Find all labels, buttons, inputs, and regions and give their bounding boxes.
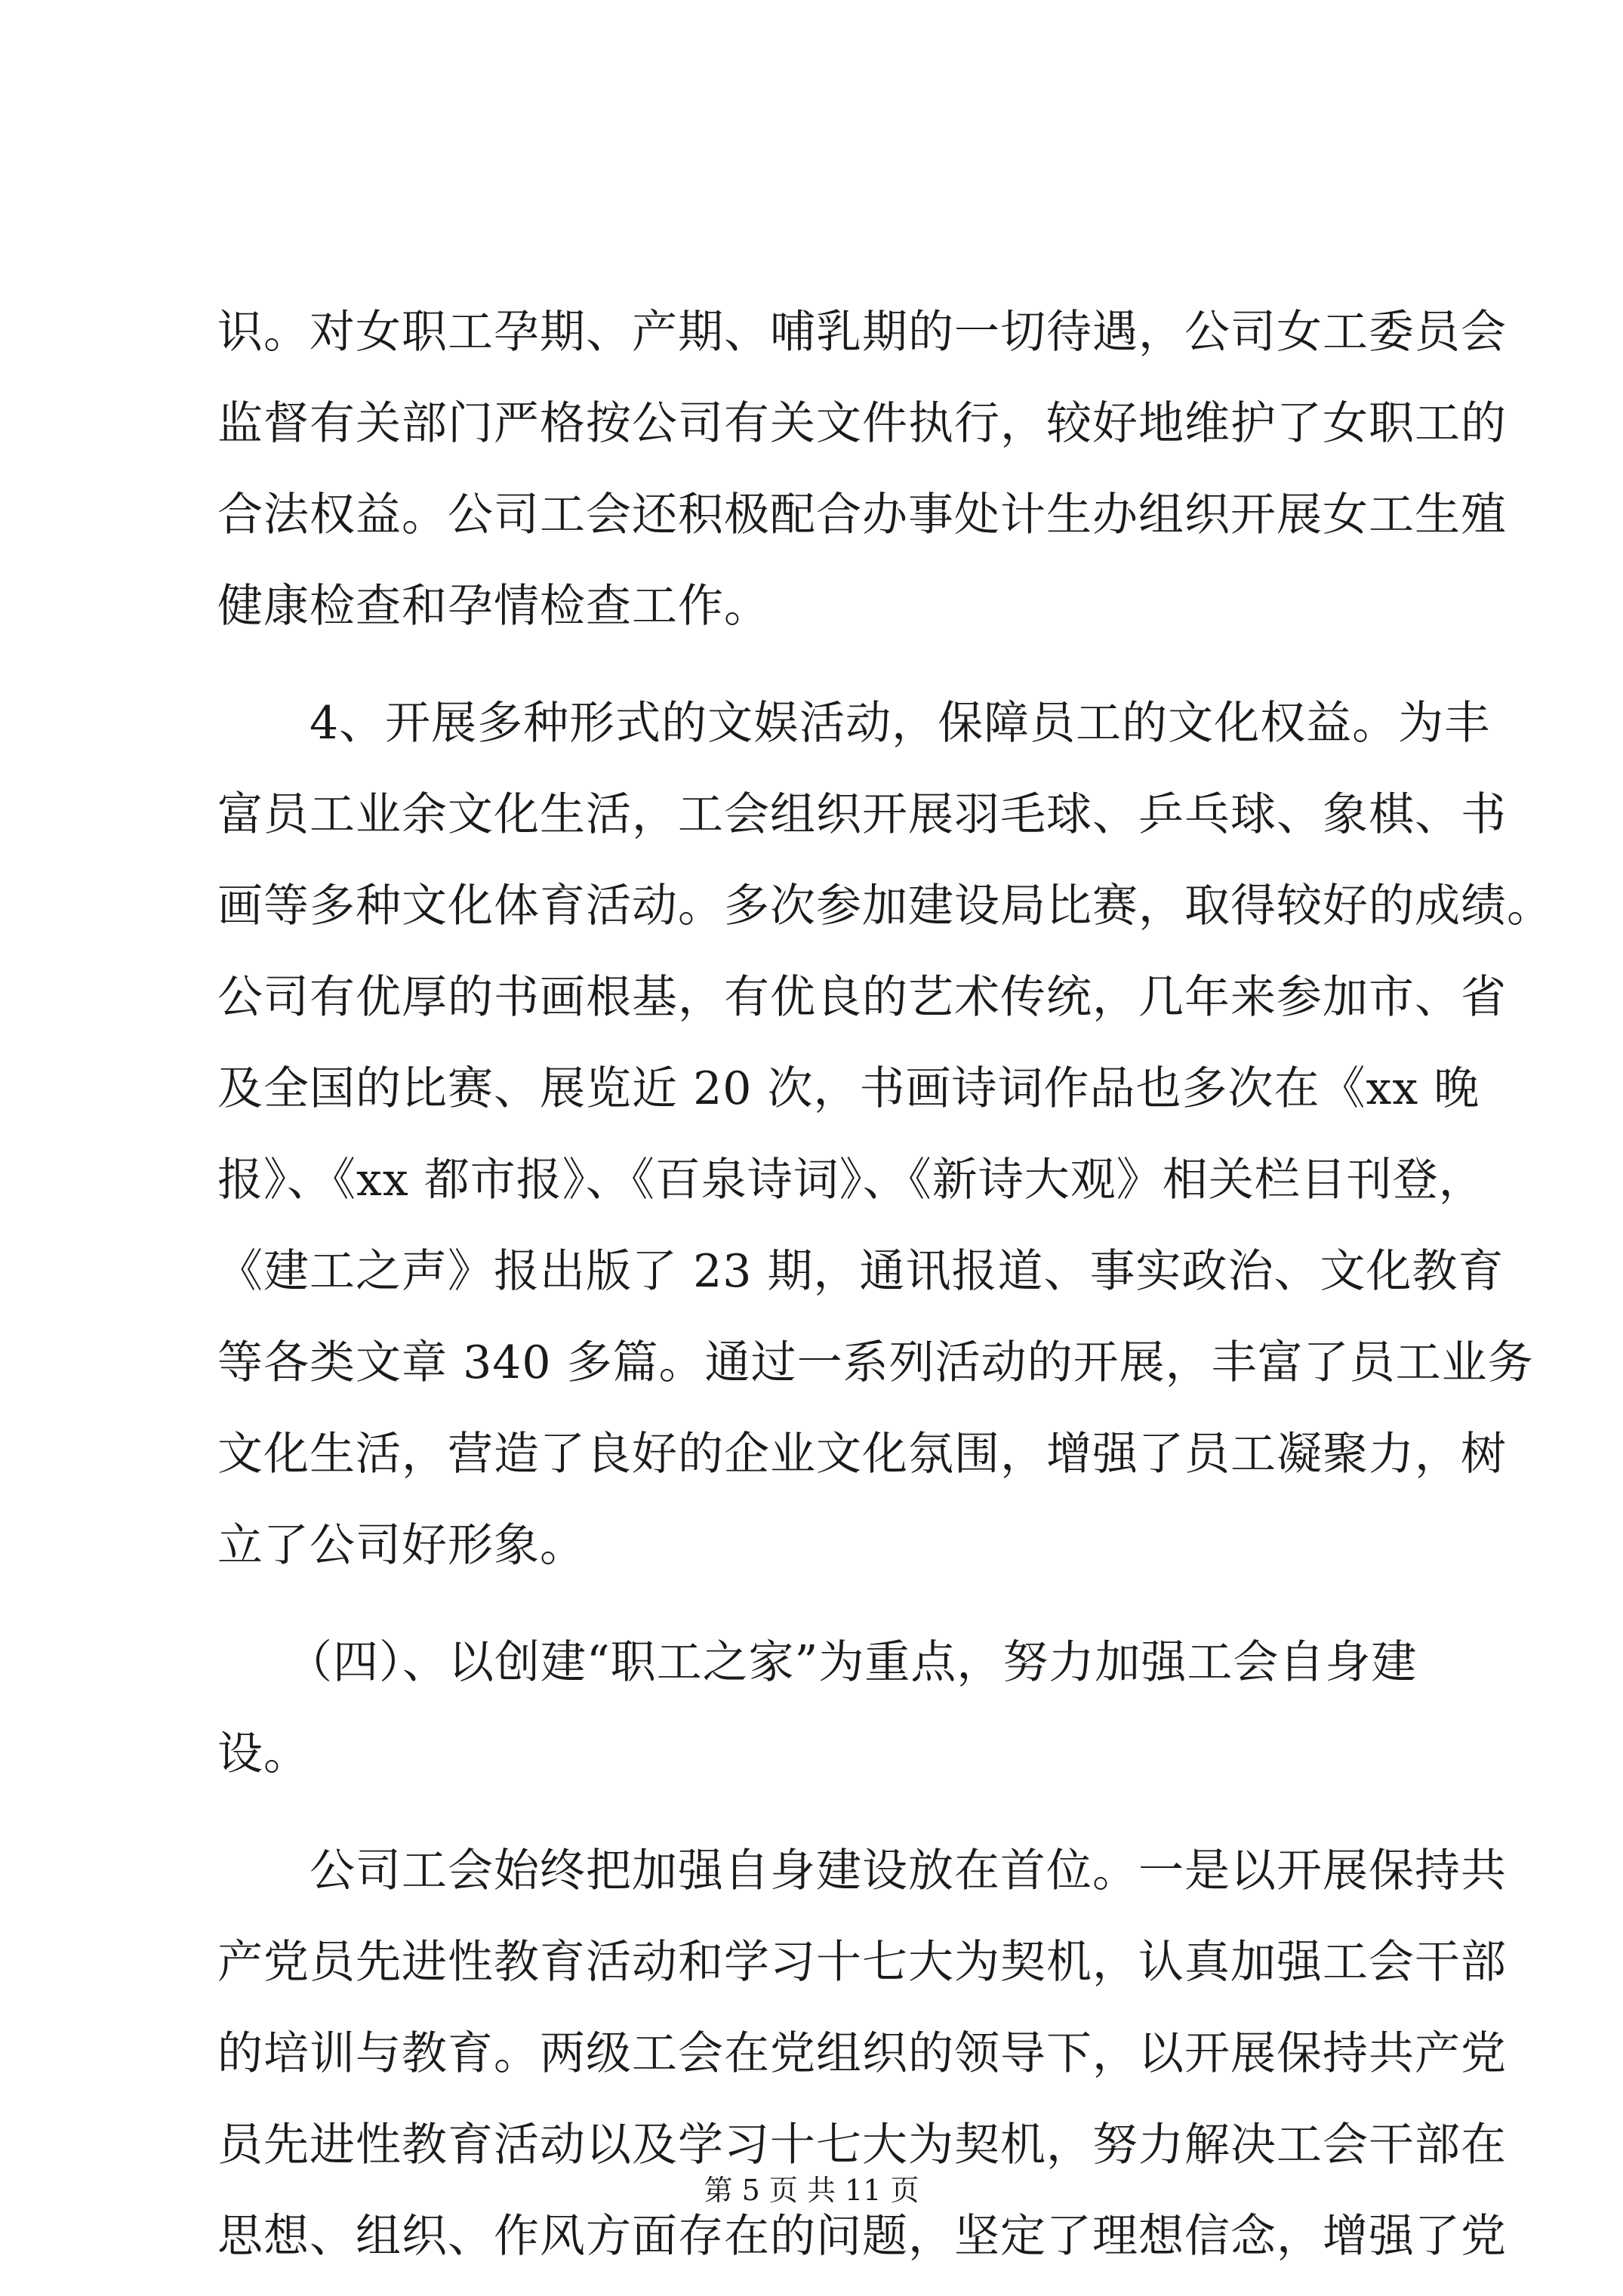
paragraph-cultural-activities [217, 678, 1553, 1592]
document-body [217, 287, 1553, 2282]
section-heading-four [217, 1617, 1418, 1800]
text-line: 画等多种文化体育活动。多次参加建设局比赛，取得较好的成绩。 [217, 880, 1553, 932]
text-line: 报》、《xx 都市报》、《百泉诗词》、《新诗大观》相关栏目刊登， [217, 1154, 1485, 1207]
text-line: 等各类文章 340 多篇。通过一系列活动的开展，丰富了员工业务 [217, 1336, 1534, 1389]
paragraph-self-construction [217, 1826, 1507, 2282]
text-line: 4、开展多种形式的文娱活动，保障员工的文化权益。为丰 [217, 697, 1491, 750]
text-line: 立了公司好形象。 [217, 1519, 586, 1572]
text-line: （四）、以创建“职工之家”为重点，努力加强工会自身建 [217, 1636, 1418, 1689]
text-line: 文化生活，营造了良好的企业文化氛围，增强了员工凝聚力，树 [217, 1428, 1507, 1481]
text-line: 合法权益。公司工会还积极配合办事处计生办组织开展女工生殖 [217, 488, 1507, 541]
text-line: 富员工业余文化生活，工会组织开展羽毛球、乒乓球、象棋、书 [217, 788, 1507, 841]
text-line: 及全国的比赛、展览近 20 次，书画诗词作品也多次在《xx 晚 [217, 1062, 1480, 1115]
text-line: 产党员先进性教育活动和学习十七大为契机，认真加强工会干部 [217, 1936, 1507, 1989]
text-line: 设。 [217, 1727, 310, 1780]
paragraph-spacer [217, 1592, 1410, 1617]
text-line: 的培训与教育。两级工会在党组织的领导下，以开展保持共产党 [217, 2027, 1507, 2080]
text-line: 员先进性教育活动以及学习十七大为契机，努力解决工会干部在 [217, 2119, 1507, 2171]
text-line: 思想、组织、作风方面存在的问题，坚定了理想信念，增强了党 [217, 2210, 1507, 2263]
paragraph-spacer [217, 652, 1410, 678]
text-line: 《建工之声》报出版了 23 期，通讯报道、事实政治、文化教育 [217, 1245, 1504, 1298]
text-line: 识。对女职工孕期、产期、哺乳期的一切待遇，公司女工委员会 [217, 306, 1507, 359]
text-line: 监督有关部门严格按公司有关文件执行，较好地维护了女职工的 [217, 397, 1507, 450]
paragraph-women-workers [217, 287, 1507, 652]
text-line: 公司有优厚的书画根基，有优良的艺术传统，几年来参加市、省 [217, 971, 1507, 1024]
page-number-footer: 第 5 页 共 11 页 [704, 2174, 919, 2207]
text-line: 公司工会始终把加强自身建设放在首位。一是以开展保持共 [217, 1845, 1507, 1897]
text-line: 健康检查和孕情检查工作。 [217, 580, 770, 633]
paragraph-spacer [217, 1800, 1410, 1826]
